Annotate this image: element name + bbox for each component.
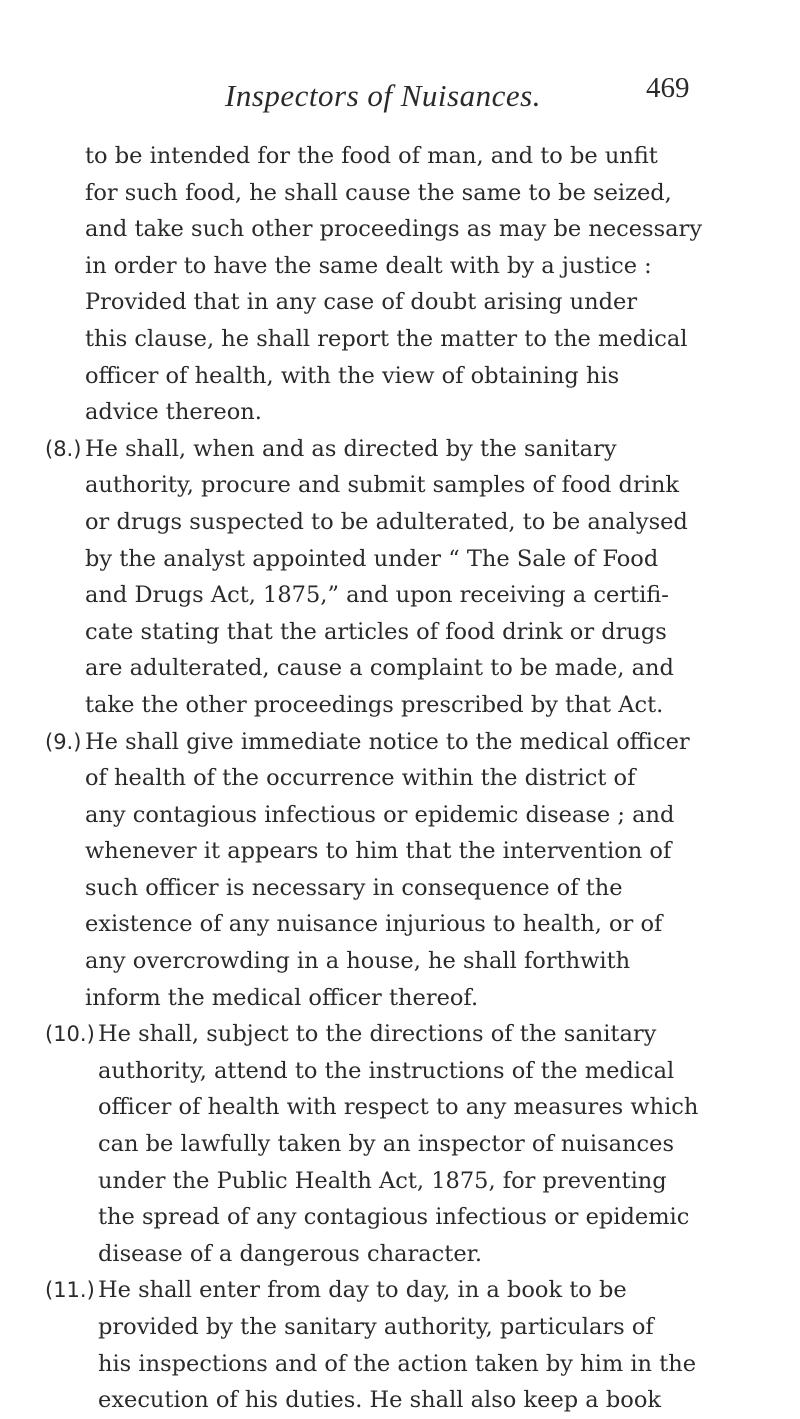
text-line: He shall, subject to the directions of the sanitary: [98, 1021, 657, 1048]
text-line: for such food, he shall cause the same to be seized,: [85, 179, 672, 206]
text-line: are adulterated, cause a complaint to be made, and: [85, 655, 674, 682]
text-line: any overcrowding in a house, he shall forthwith: [85, 948, 631, 975]
text-line: authority, procure and submit samples of food drink: [85, 472, 680, 499]
text-line: cate stating that the articles of food drink or drugs: [85, 618, 667, 645]
text-line: and take such other proceedings as may be necessary: [85, 216, 703, 243]
text-line: Provided that in any case of doubt arising under: [85, 289, 638, 316]
running-title: Inspectors of Nuisances.: [225, 78, 541, 113]
paragraph-continuation: [45, 138, 761, 431]
text-line: disease of a dangerous character.: [98, 1240, 483, 1267]
body-text: [45, 138, 761, 1419]
clause-label: (8.): [45, 436, 82, 461]
text-line: of health of the occurrence within the district of: [85, 765, 636, 792]
text-line: execution of his duties. He shall also keep a book: [98, 1387, 662, 1414]
clause-9: [45, 724, 761, 1017]
text-line: under the Public Health Act, 1875, for preventing: [98, 1167, 667, 1194]
text-line: provided by the sanitary authority, particulars of: [98, 1314, 654, 1340]
text-line: such officer is necessary in consequence of the: [85, 874, 623, 901]
text-line: authority, attend to the instructions of the medical: [98, 1057, 675, 1084]
clause-10: [45, 1016, 761, 1272]
text-line: advice thereon.: [85, 399, 262, 426]
text-line: by the analyst appointed under “ The Sale of Food: [85, 545, 659, 572]
text-line: this clause, he shall report the matter to the medical: [85, 325, 688, 352]
text-line: existence of any nuisance injurious to health, or of: [85, 911, 663, 938]
text-line: and Drugs Act, 1875,” and upon receiving a certifi-: [85, 582, 669, 609]
text-line: can be lawfully taken by an inspector of nuisances: [98, 1131, 675, 1158]
text-line: He shall give immediate notice to the medical officer: [85, 728, 690, 755]
text-line: whenever it appears to him that the intervention of: [85, 838, 672, 865]
clause-label: (10.): [45, 1022, 95, 1047]
text-line: his inspections and of the action taken by him in the: [98, 1350, 697, 1377]
text-line: take the other proceedings prescribed by that Act.: [85, 691, 664, 718]
text-line: He shall enter from day to day, in a book to be: [98, 1277, 627, 1304]
text-line: to be intended for the food of man, and to be unfit: [85, 143, 658, 169]
page-number: 469: [646, 72, 690, 104]
text-line: He shall, when and as directed by the sanitary: [85, 435, 617, 462]
text-line: the spread of any contagious infectious or epidemic: [98, 1204, 690, 1231]
text-line: any contagious infectious or epidemic disease ; and: [85, 801, 675, 828]
clause-8: [45, 431, 761, 724]
clause-11: [45, 1272, 761, 1418]
text-line: officer of health with respect to any measures which: [98, 1094, 699, 1121]
text-line: inform the medical officer thereof.: [85, 984, 479, 1011]
text-line: officer of health, with the view of obtaining his: [85, 362, 620, 389]
clause-label: (11.): [45, 1278, 95, 1303]
text-line: in order to have the same dealt with by a justice :: [85, 252, 652, 279]
text-line: or drugs suspected to be adulterated, to be analysed: [85, 508, 688, 535]
clause-label: (9.): [45, 729, 82, 754]
